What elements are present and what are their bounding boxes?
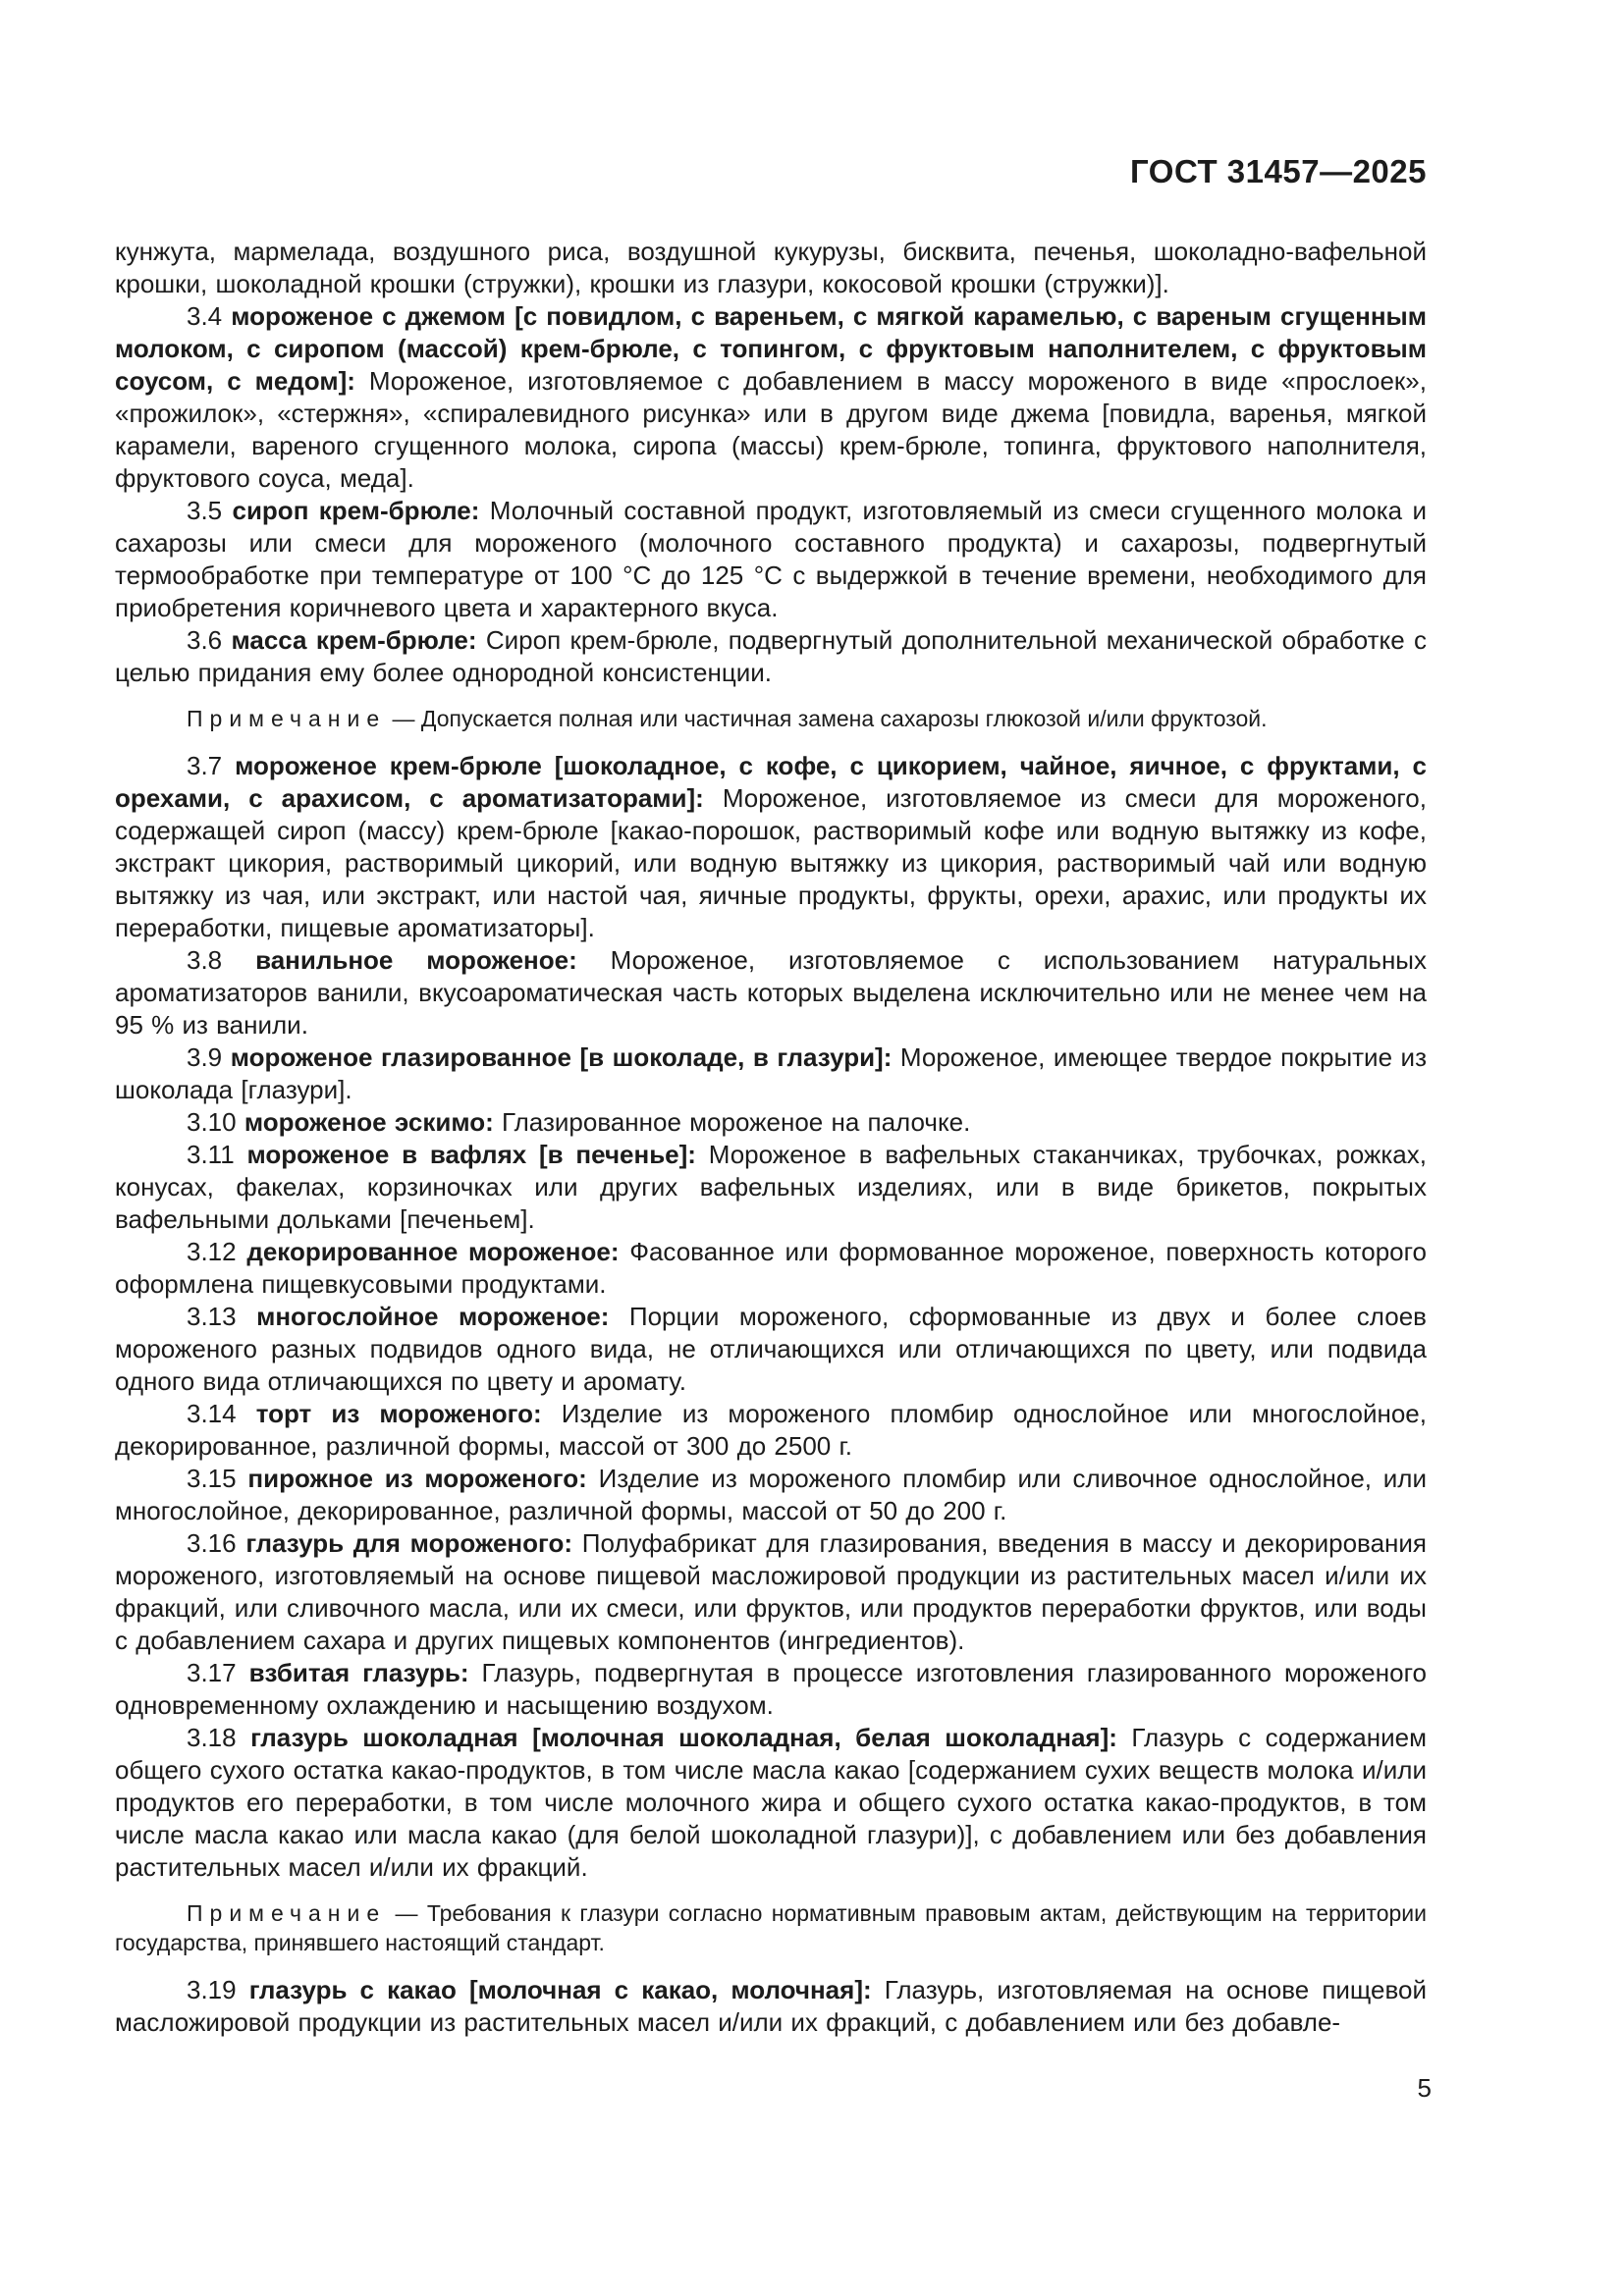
term-title: декорированное мороженое: [246,1237,620,1266]
continuation-text: кунжута, мармелада, воздушного риса, воздушной кукурузы, бисквита, печенья, шоколадно-вафельной крошки, шоколадной крошки (стружки), крошки из глазури, кокосовой крошки (стружки)]. [115,237,1427,298]
term-title: глазурь шоколадная [молочная шоколадная, белая шоколадная]: [250,1723,1117,1752]
term-number: 3.18 [187,1723,237,1752]
paragraph-3-10 [115,1106,1427,1139]
term-definition: Глазурь, изготовляемая на основе пищевой масложировой продукции из растительных масел и/или их фракций, с добавлением или без добавле- [115,1975,1427,2037]
term-title: мороженое крем-брюле [шоколадное, с кофе, с цикорием, чайное, яичное, с фруктами, с орехами, с арахисом, с ароматизаторами]: [115,751,1427,813]
paragraph-3-4 [115,300,1427,495]
term-number: 3.6 [187,625,223,655]
term-number: 3.11 [187,1140,235,1169]
term-definition: Глазурь, подвергнутая в процессе изготовления глазированного мороженого одновременному охлаждению и насыщению воздухом. [115,1658,1427,1720]
term-number: 3.19 [187,1975,237,2004]
term-definition: Полуфабрикат для глазирования, введения в массу и декорирования мороженого, изготовляемый на основе пищевой масложировой продукции из растительных масел и/или их фракций, или сливочного масла, или их смеси, или фруктов, или продуктов переработки фруктов, или воды с добавлением сахара и других пищевых компонентов (ингредиентов). [115,1528,1427,1655]
term-definition: Фасованное или формованное мороженое, поверхность которого оформлена пищевкусовыми продуктами. [115,1237,1428,1299]
term-title: масса крем-брюле: [231,625,477,655]
term-number: 3.13 [187,1302,237,1331]
term-title: мороженое с джемом [с повидлом, с вареньем, с мягкой карамелью, с вареным сгущенным молоком, с сиропом (массой) крем-брюле, с топингом, с фруктовым наполнителем, с фруктовым соусом, с медом]: [115,301,1427,396]
term-number: 3.14 [187,1399,237,1428]
term-title: глазурь с какао [молочная с какао, молочная]: [248,1975,872,2004]
paragraph-3-7 [115,750,1427,944]
paragraph-3-14 [115,1398,1427,1463]
note-1 [115,704,1427,733]
term-definition: Мороженое, изготовляемое с использованием натуральных ароматизаторов ванили, вкусоароматическая часть которых выделена исключительно или не менее чем на 95 % из ванили. [115,945,1427,1040]
term-number: 3.17 [187,1658,237,1687]
paragraph-3-17 [115,1657,1427,1722]
term-title: взбитая глазурь: [248,1658,469,1687]
term-definition: Мороженое, изготовляемое из смеси для мороженого, содержащей сироп (массу) крем-брюле [какао-порошок, растворимый кофе или водную вытяжку из кофе, экстракт цикория, растворимый цикорий, или водную вытяжку из цикория, растворимый чай или водную вытяжку из чая, или экстракт, или настой чая, яичные продукты, фрукты, орехи, арахис, или продукты их переработки, пищевые ароматизаторы]. [115,783,1427,942]
note-label: Примечание [187,706,387,731]
term-title: мороженое в вафлях [в печенье]: [246,1140,696,1169]
term-number: 3.7 [187,751,223,780]
term-title: пирожное из мороженого: [247,1464,587,1493]
term-title: глазурь для мороженого: [245,1528,573,1558]
paragraph-3-13 [115,1301,1427,1398]
term-definition: Мороженое, изготовляемое с добавлением в массу мороженого в виде «прослоек», «прожилок», «стержня», «спиралевидного рисунка» или в другом виде джема [повидла, варенья, мягкой карамели, вареного сгущенного молока, сиропа (массы) крем-брюле, топинга, фруктового наполнителя, фруктового соуса, меда]. [115,366,1427,493]
term-definition: Порции мороженого, сформованные из двух и более слоев мороженого разных подвидов одного вида, не отличающихся или отличающихся по цвету, или подвида одного вида отличающихся по цвету и аромату. [115,1302,1427,1396]
term-title: сироп крем-брюле: [232,496,480,525]
term-definition: Изделие из мороженого пломбир однослойное или многослойное, декорированное, различной формы, массой от 300 до 2500 г. [115,1399,1427,1461]
paragraph-continuation [115,236,1427,300]
term-number: 3.8 [187,945,223,975]
term-title: ванильное мороженое: [255,945,577,975]
paragraph-3-11 [115,1139,1427,1236]
paragraph-3-19 [115,1974,1427,2039]
note-2 [115,1898,1427,1957]
note-label: Примечание [187,1900,387,1926]
term-definition: Сироп крем-брюле, подвергнутый дополнительной механической обработке с целью придания ему более однородной консистенции. [115,625,1427,687]
term-number: 3.16 [187,1528,237,1558]
paragraph-3-6 [115,624,1427,689]
term-number: 3.5 [187,496,223,525]
paragraph-3-18 [115,1722,1427,1884]
term-definition: Глазурь с содержанием общего сухого остатка какао-продуктов, в том числе масла какао [содержанием сухих веществ молока и/или продуктов его переработки, в том числе молочного жира и общего сухого остатка какао-продуктов, в том числе масла какао или масла какао (для белой шоколадной глазури)], с добавлением или без добавления растительных масел и/или их фракций. [115,1723,1427,1882]
paragraph-3-9 [115,1041,1427,1106]
note-text: — Требования к глазури согласно нормативным правовым актам, действующим на территории государства, принявшего настоящий стандарт. [115,1900,1427,1955]
paragraph-3-16 [115,1527,1427,1657]
term-number: 3.9 [187,1042,223,1072]
page-number: 5 [1417,2073,1432,2103]
term-number: 3.12 [187,1237,237,1266]
term-number: 3.10 [187,1107,237,1137]
term-number: 3.15 [187,1464,237,1493]
standard-code-header: ГОСТ 31457—2025 [1130,153,1427,189]
document-content [115,153,1427,2039]
term-title: многослойное мороженое: [256,1302,610,1331]
paragraph-3-15 [115,1463,1427,1527]
term-definition: Молочный составной продукт, изготовляемый из смеси сгущенного молока и сахарозы или смеси для мороженого (молочного составного продукта) и сахарозы, подвергнутый термообработке при температуре от 100 °С до 125 °С с выдержкой в течение времени, необходимого для приобретения коричневого цвета и характерного вкуса. [115,496,1427,622]
term-title: торт из мороженого: [255,1399,542,1428]
term-definition: Глазированное мороженое на палочке. [502,1107,971,1137]
term-definition: Мороженое, имеющее твердое покрытие из шоколада [глазури]. [115,1042,1427,1104]
term-number: 3.4 [187,301,223,331]
term-title: мороженое эскимо: [244,1107,494,1137]
term-definition: Изделие из мороженого пломбир или сливочное однослойное, или многослойное, декорированное, различной формы, массой от 50 до 200 г. [115,1464,1427,1525]
term-title: мороженое глазированное [в шоколаде, в глазури]: [230,1042,893,1072]
paragraph-3-5 [115,495,1427,624]
term-definition: Мороженое в вафельных стаканчиках, трубочках, рожках, конусах, факелах, корзиночках или других вафельных изделиях, или в виде брикетов, покрытых вафельными дольками [печеньем]. [115,1140,1427,1234]
paragraph-3-8 [115,944,1427,1041]
note-text: — Допускается полная или частичная замена сахарозы глюкозой и/или фруктозой. [392,706,1268,731]
paragraph-3-12 [115,1236,1427,1301]
